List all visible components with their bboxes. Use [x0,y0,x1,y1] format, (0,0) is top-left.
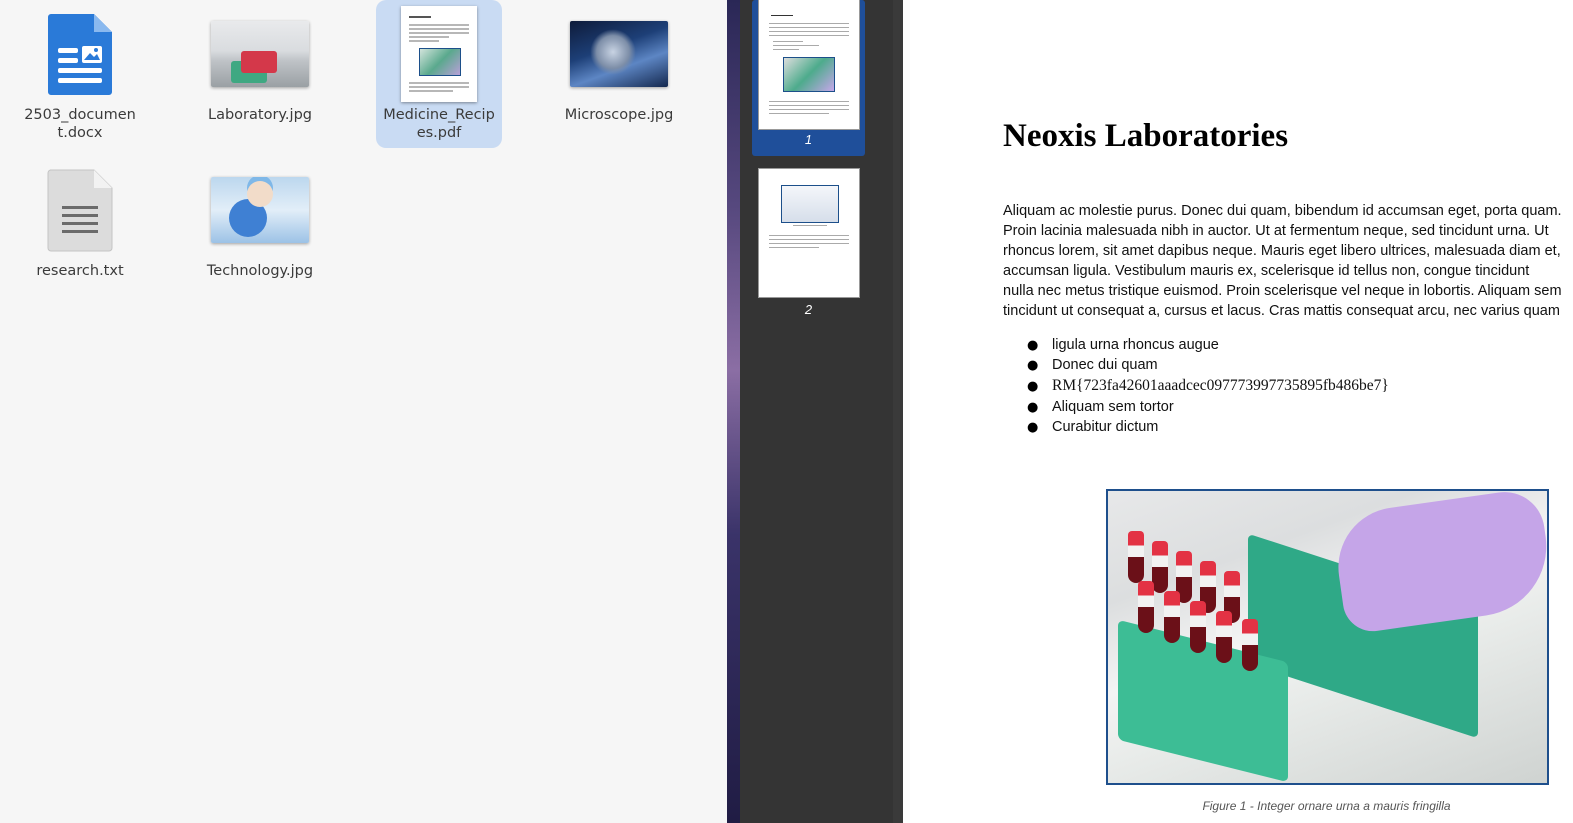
bullet-marker: ● [1027,420,1039,435]
list-item: RM{723fa42601aaadcec097773997735895fb486be7} [1052,377,1389,394]
technology-image-thumbnail [211,177,309,243]
document-page [903,0,1573,823]
file-name: Medicine_Recipes.pdf [383,107,495,141]
file-item-docx[interactable] [17,0,143,148]
paragraph-line: Proin lacinia malesuada nibh in auctor. Ut at fermentum neque, sed tincidunt urna. Ut [1003,223,1549,239]
paragraph-line: accumsan ligula. Vestibulum mauris ex, scelerisque id tellus non, congue tincidunt [1003,263,1530,279]
sidebar-divider[interactable] [893,0,903,823]
file-item-microscope[interactable] [556,0,682,148]
pdf-thumbnail [401,6,477,102]
page-thumbnails-sidebar [740,0,903,823]
file-manager-pane [0,0,727,823]
list-item: ligula urna rhoncus augue [1052,337,1219,353]
bullet-marker: ● [1027,379,1039,394]
document-title: Neoxis Laboratories [1003,118,1289,154]
file-name: Microscope.jpg [564,107,674,123]
page-number: 1 [804,132,813,147]
docx-document-icon [17,8,143,100]
list-item: Donec dui quam [1052,357,1158,373]
paragraph-line: nulla nec metus tristique euismod. Proin scelerisque vel neque in lobortis. Aliquam sem [1003,283,1562,299]
list-item: Curabitur dictum [1052,419,1159,435]
microscope-image-thumbnail [570,21,668,87]
text-file-icon [17,164,143,256]
lab-test-tubes-figure [1106,489,1549,785]
paragraph-line: rhoncus lorem, sit amet dapibus neque. Mauris eget libero ultrices, malesuada diam et, [1003,243,1561,259]
figure-caption: Figure 1 - Integer ornare urna a mauris fringilla [1202,799,1451,813]
window-edge-decoration [727,0,740,823]
paragraph-line: tincidunt ut consequat a, cursus et lacus. Cras mattis consequat arcu, nec varius quam [1003,303,1560,319]
bullet-marker: ● [1027,400,1039,415]
file-item-research[interactable] [17,156,143,304]
bullet-marker: ● [1027,338,1039,353]
page-thumbnail-1[interactable] [752,0,865,156]
file-name: Laboratory.jpg [208,107,312,123]
bullet-marker: ● [1027,358,1039,373]
paragraph-line: Aliquam ac molestie purus. Donec dui quam, bibendum id accumsan eget, porta quam. [1003,203,1562,219]
file-item-technology[interactable] [197,156,323,304]
list-item: Aliquam sem tortor [1052,399,1174,415]
file-name: research.txt [36,263,124,279]
laboratory-image-thumbnail [211,21,309,87]
file-name: Technology.jpg [206,263,314,279]
page-number: 2 [804,302,813,317]
file-item-laboratory[interactable] [197,0,323,148]
file-name: 2503_document.docx [24,107,136,141]
page-thumbnail-2[interactable] [752,166,865,322]
file-item-pdf[interactable] [376,0,502,148]
